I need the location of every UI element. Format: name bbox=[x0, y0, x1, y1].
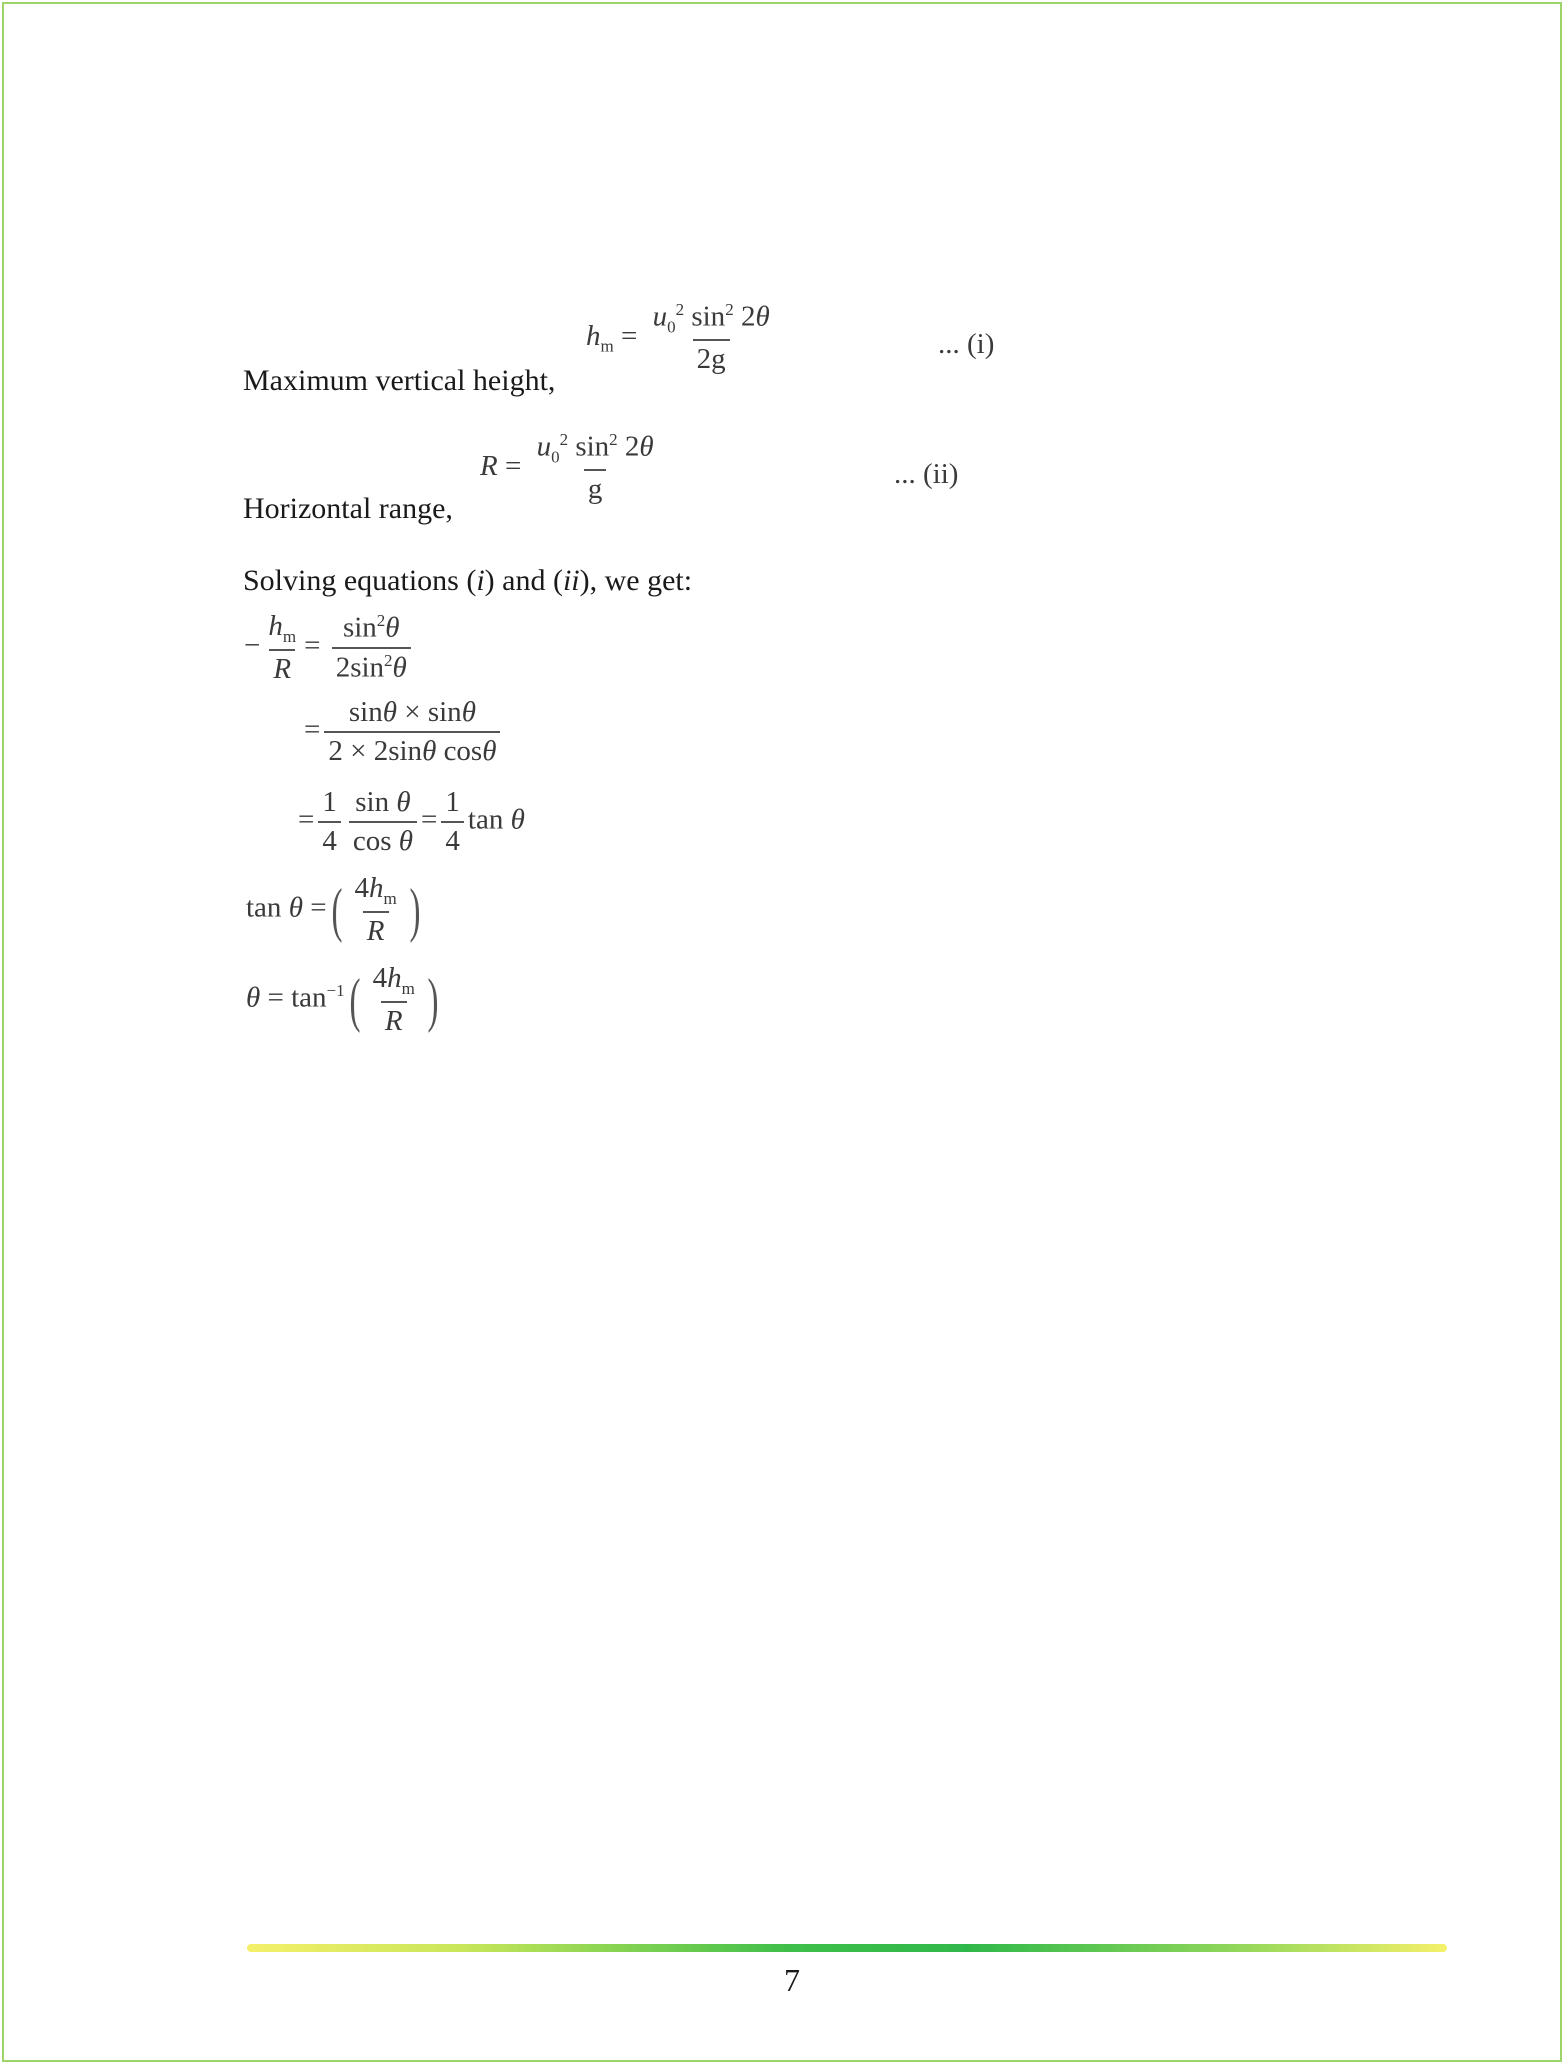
derivation-step-1: − $\frac{h_m}{R}$ = $\frac{\sin^2\theta}{2\sin^2\theta}$ bbox=[244, 610, 415, 686]
page-border bbox=[2, 2, 1562, 2062]
equation-tag-ii: ... (ii) bbox=[894, 458, 959, 490]
derivation-step-2: = $\frac{\sin\theta \times \sin\theta}{\text{2 × 2sinθ cosθ}}$ bbox=[304, 696, 504, 768]
equation-tag-i: ... (i) bbox=[938, 328, 995, 360]
page-number: 7 bbox=[784, 1962, 800, 1998]
footer-rule bbox=[247, 1944, 1447, 1952]
solving-statement: Solving equations (i) and (ii), we get: bbox=[243, 564, 693, 597]
range-label: Horizontal range, bbox=[243, 492, 453, 525]
equation-max-height: $h_m$ = $\frac{u_0^2 \sin^2 2\theta}{2g}$ bbox=[586, 300, 770, 376]
derivation-step-3: = $\frac{1}{4}$ $\frac{\text{sin θ}}{\text{cos θ}}$ = $\frac{1}{4}$ tan θ bbox=[298, 786, 525, 857]
max-height-label: Maximum vertical height, bbox=[243, 364, 556, 397]
tan-theta-equation: tan θ =( $\frac{4h_m}{R}$ ) bbox=[246, 872, 421, 947]
theta-equation: $\theta = \tan^{-1}$( $\frac{4h_m}{R}$ ) bbox=[246, 962, 439, 1037]
equation-range: R = $\frac{u_0^2 \sin^2 2\theta}{g}$ bbox=[480, 430, 654, 506]
